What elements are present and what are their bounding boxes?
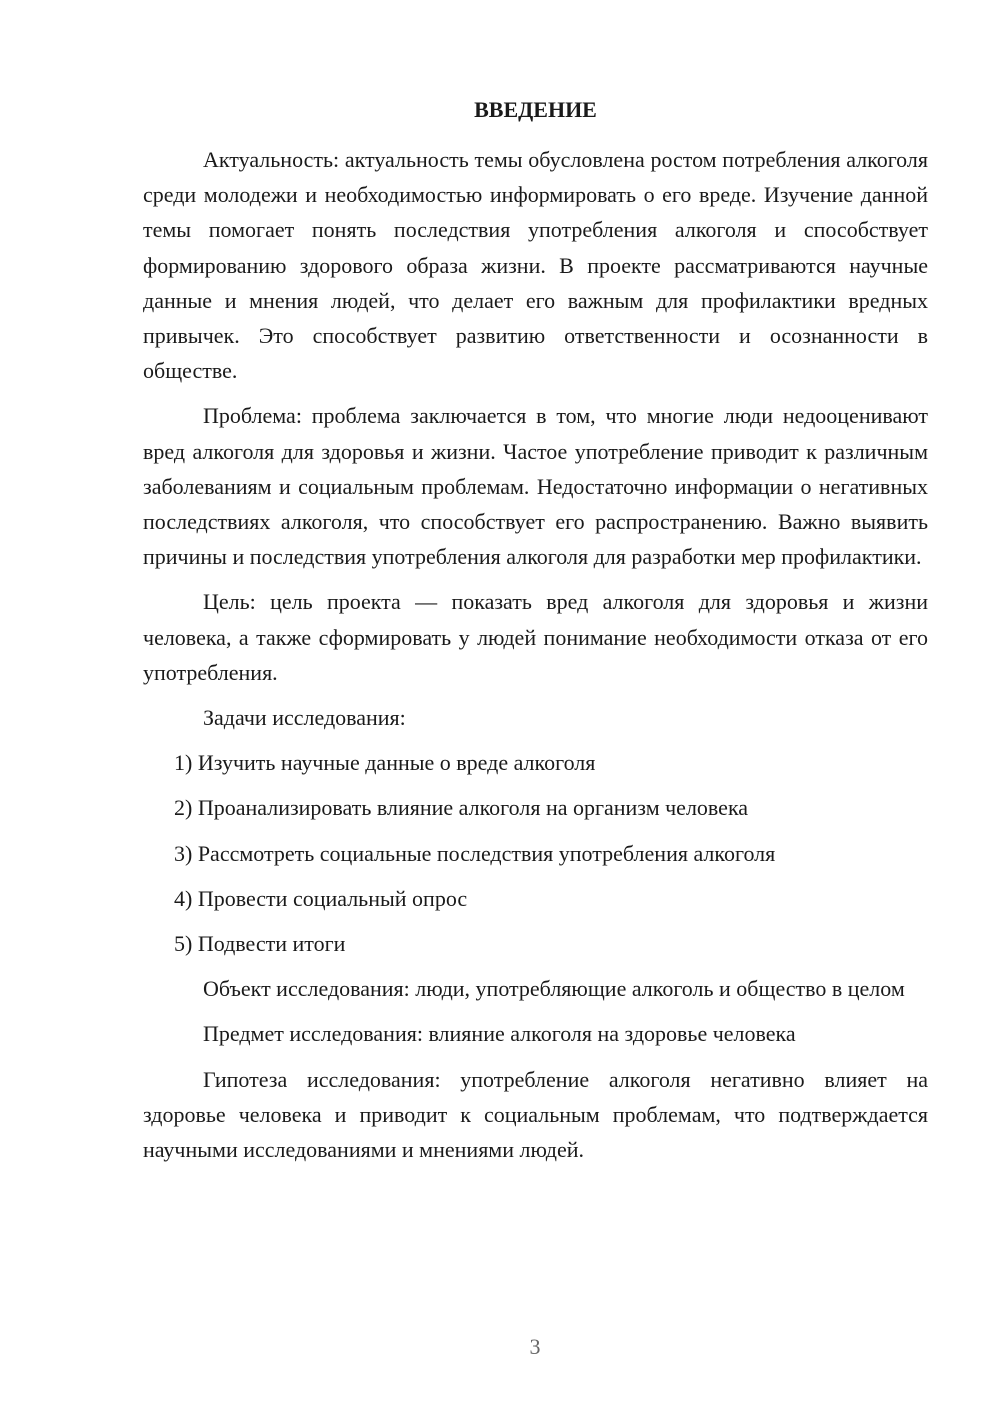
tasks-heading: Задачи исследования: <box>203 705 406 731</box>
paragraph-subject: Предмет исследования: влияние алкоголя на здоровье человека <box>203 1021 796 1047</box>
paragraph-object: Объект исследования: люди, употребляющие алкоголь и общество в целом <box>203 976 905 1002</box>
task-item: 3) Рассмотреть социальные последствия употребления алкоголя <box>174 840 776 866</box>
document-body <box>143 142 928 1177</box>
paragraph-hypothesis: Гипотеза исследования: употребление алкоголя негативно влияет на здоровье человека и приводит к социальным проблемам, что подтверждается научными исследованиями и мнениями людей. <box>143 1066 928 1163</box>
tasks-list <box>143 745 928 961</box>
paragraph-goal: Цель: цель проекта — показать вред алкоголя для здоровья и жизни человека, а также сформировать у людей понимание необходимости отказа от его употребления. <box>143 589 928 685</box>
paragraph-problem: Проблема: проблема заключается в том, что многие люди недооценивают вред алкоголя для здоровья и жизни. Частое употребление приводит к различным заболеваниям и социальным проблемам. Недостаточно информации о негативных последствиях алкоголя, что способствует его распространению. Важно выявить причины и последствия употребления алкоголя для разработки мер профилактики. <box>143 403 928 570</box>
task-item: 5) Подвести итоги <box>174 931 346 957</box>
paragraph-relevance: Актуальность: актуальность темы обусловлена ростом потребления алкоголя среди молодежи и необходимостью информировать о его вреде. Изучение данной темы помогает понять последствия употребления алкоголя и способствует формированию здорового образа жизни. В проекте рассматриваются научные данные и мнения людей, что делает его важным для профилактики вредных привычек. Это способствует развитию ответственности и осознанности в обществе. <box>143 147 928 384</box>
task-item: 4) Провести социальный опрос <box>174 885 468 911</box>
task-item: 2) Проанализировать влияние алкоголя на организм человека <box>174 795 749 821</box>
page-number: 3 <box>529 1334 541 1359</box>
document-title: ВВЕДЕНИЕ <box>474 97 597 122</box>
task-item: 1) Изучить научные данные о вреде алкоголя <box>174 750 596 776</box>
